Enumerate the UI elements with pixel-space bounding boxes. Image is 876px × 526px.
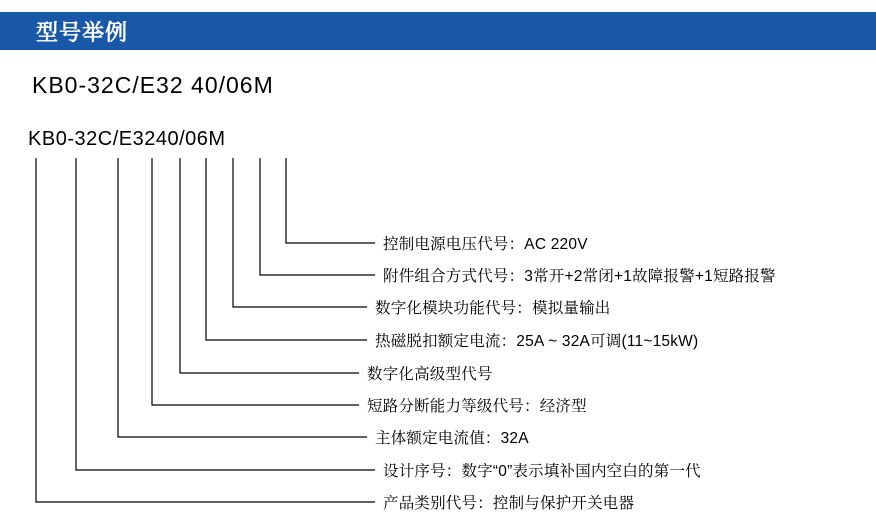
callout-label: 附件组合方式代号：3常开+2常闭+1故障报警+1短路报警 <box>383 268 776 285</box>
model-segment: 40 <box>155 128 180 150</box>
model-segment: 32 <box>74 128 98 150</box>
model-segment: - <box>67 128 75 150</box>
leader-line <box>152 158 359 405</box>
callout-label: 热磁脱扣额定电流：25A ~ 32A可调(11~15kW) <box>375 333 699 350</box>
leader-line <box>36 158 375 502</box>
callout-label: 数字化高级型代号 <box>367 366 493 383</box>
leader-line <box>206 158 367 340</box>
callout-label: 短路分断能力等级代号：经济型 <box>367 398 587 415</box>
page-title: 型号举例 <box>36 19 129 45</box>
leader-line <box>260 158 375 275</box>
model-segment: /06 <box>179 128 209 150</box>
model-segment: C <box>97 128 113 150</box>
header-accent-block <box>0 12 22 50</box>
model-code-full: KB0-32C/E32 40/06M <box>32 72 274 98</box>
model-code-segments <box>28 128 226 158</box>
callout-label: 数字化模块功能代号：模拟量输出 <box>375 300 611 317</box>
callout-label: 产品类别代号：控制与保护开关电器 <box>383 495 635 512</box>
section-header-bar <box>0 12 876 50</box>
leader-line <box>286 158 375 243</box>
callout-label: 主体额定电流值：32A <box>375 430 529 447</box>
leader-line <box>118 158 367 437</box>
model-segment: 32 <box>132 128 156 150</box>
leader-line <box>180 158 359 373</box>
model-segment: 0 <box>55 128 68 150</box>
leader-line <box>76 158 375 470</box>
model-segment: /E <box>112 128 133 150</box>
leader-line <box>233 158 367 307</box>
model-segment: KB <box>28 128 56 150</box>
callout-label: 设计序号：数字“0”表示填补国内空白的第一代 <box>383 463 701 480</box>
model-segment: M <box>208 128 226 150</box>
callout-label: 控制电源电压代号：AC 220V <box>383 236 588 253</box>
